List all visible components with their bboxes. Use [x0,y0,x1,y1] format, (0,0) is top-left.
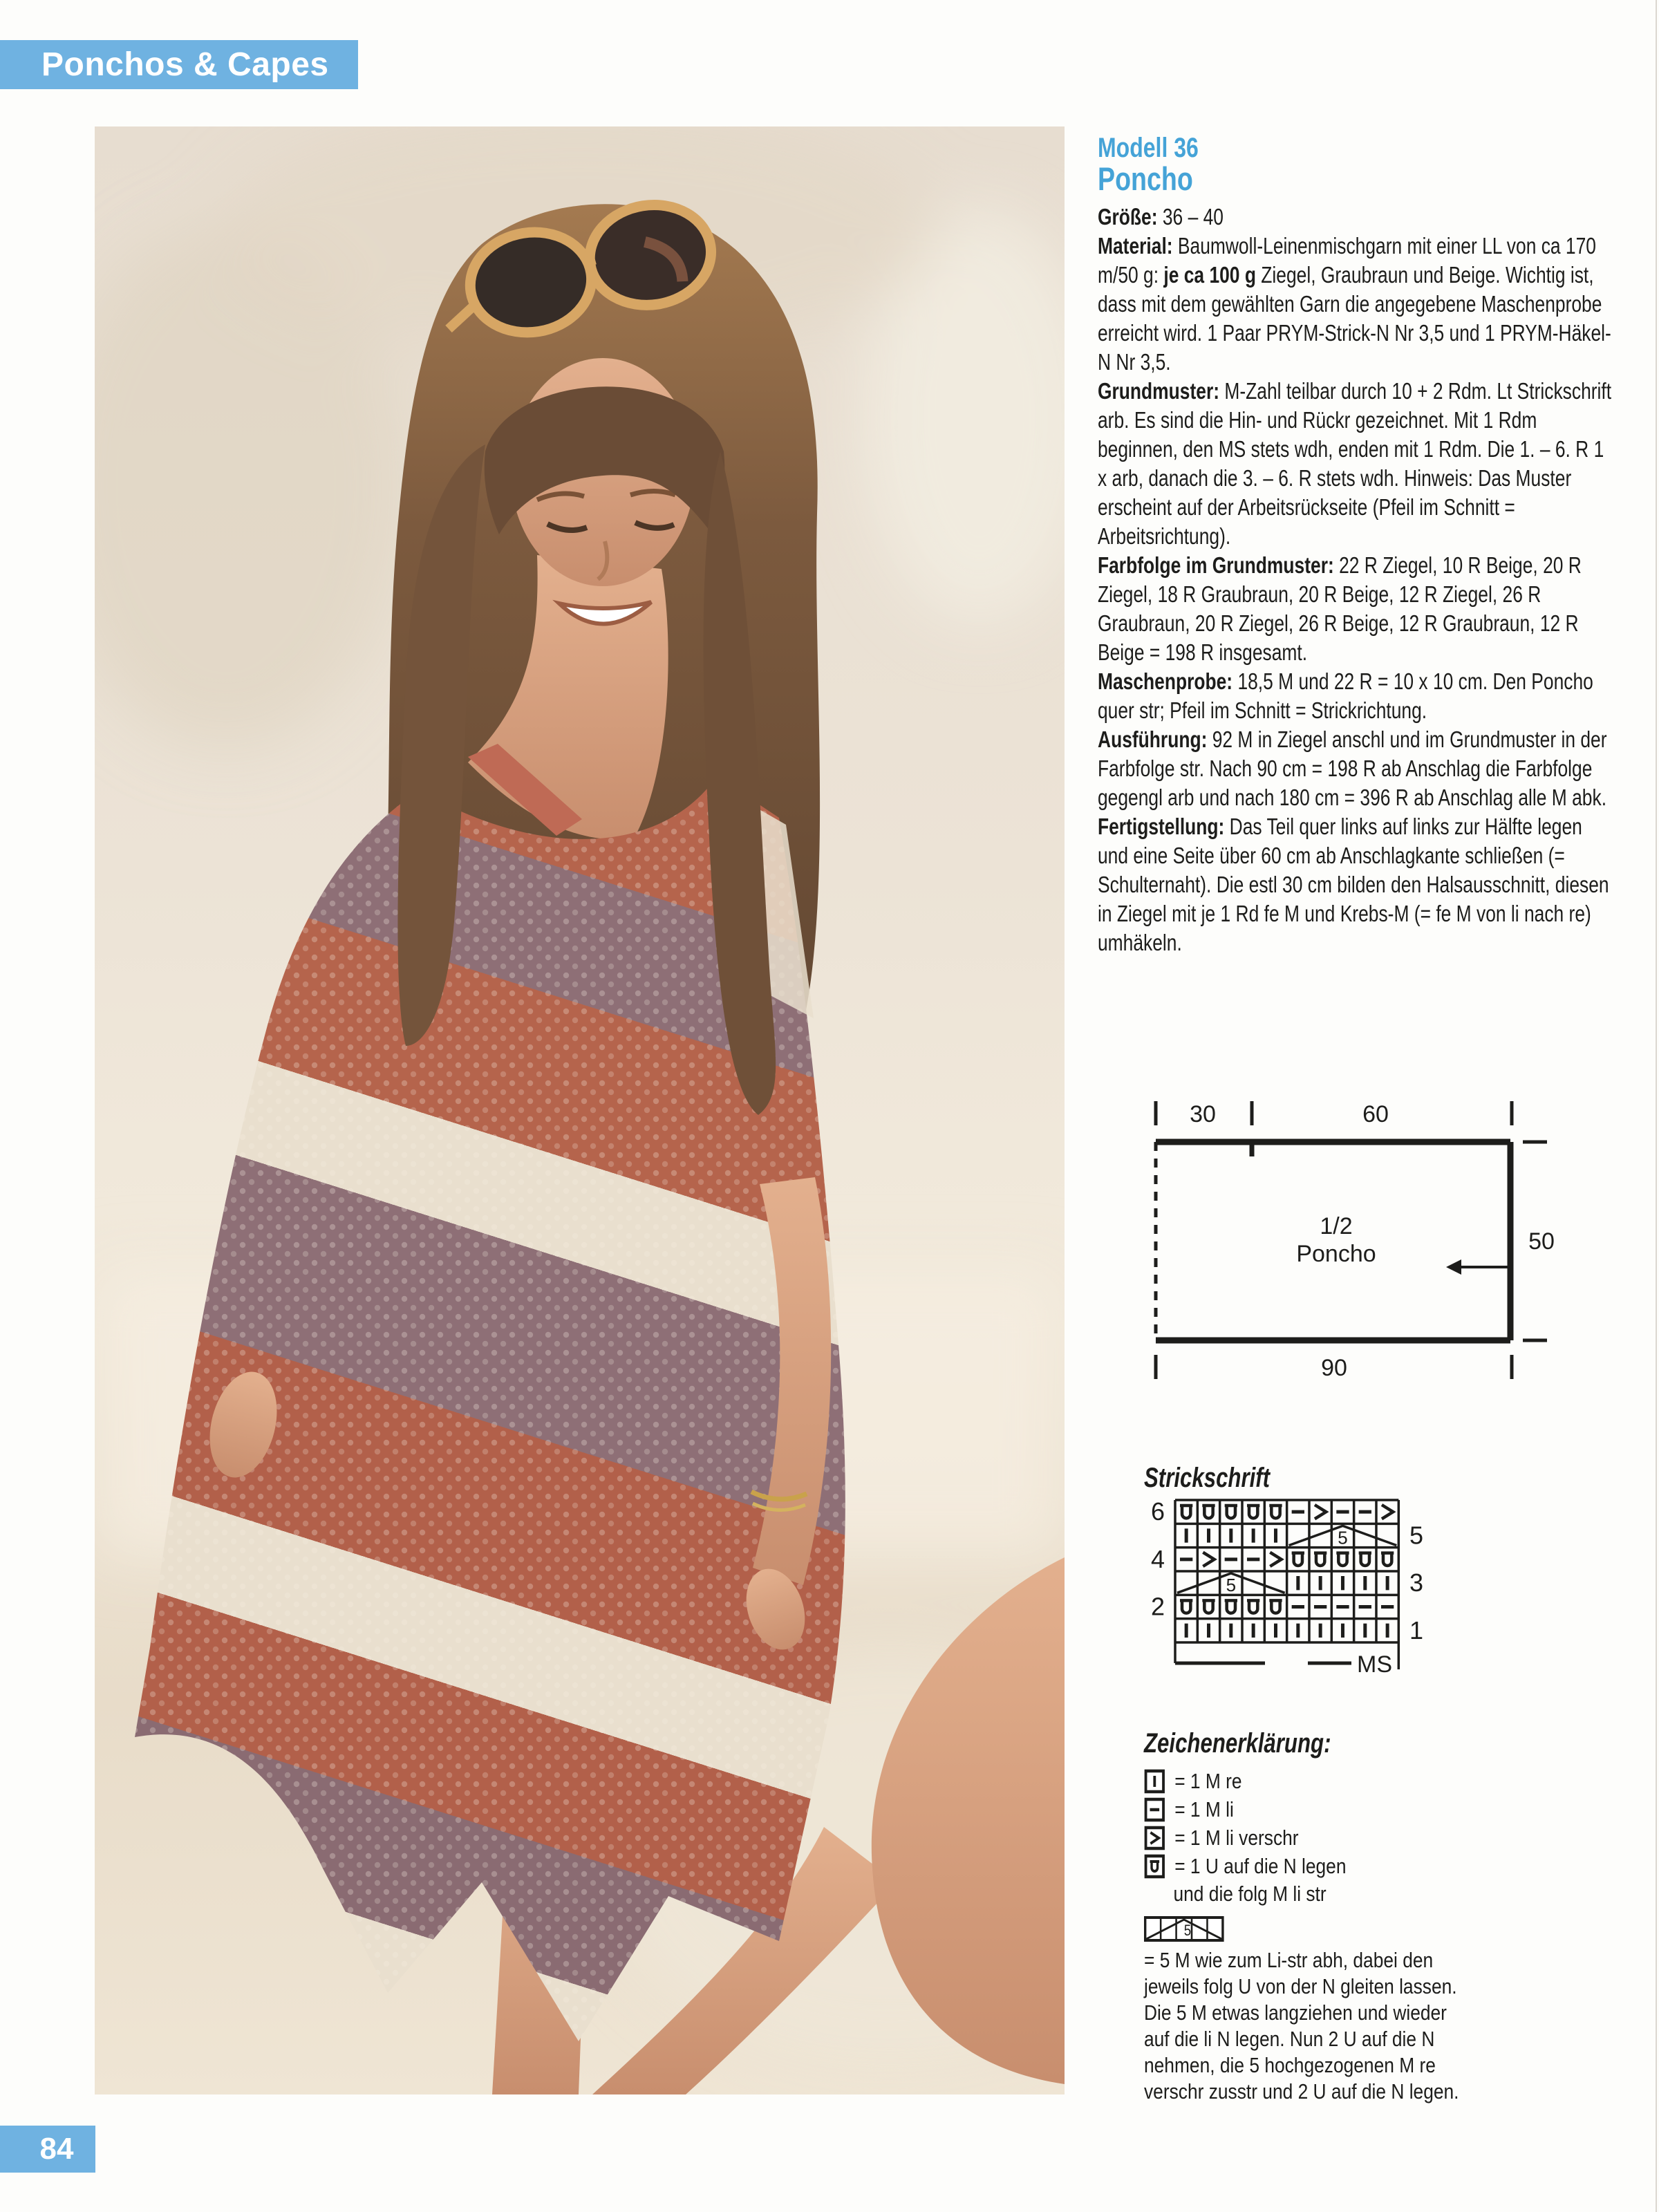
measure-bottom: 90 [1321,1355,1347,1381]
chart-grid [1175,1500,1398,1642]
ms-label: MS [1357,1651,1392,1678]
legend-description-line: verschr zusstr und 2 U auf die N legen. [1144,2079,1459,2103]
piece-label-1: 1/2 [1320,1213,1353,1239]
pattern-section [1098,551,1612,667]
p-symbol-icon [1144,1797,1165,1822]
legend-item-text: = 1 M re [1174,1768,1242,1793]
legend-title: Zeichenerklärung: [1144,1728,1331,1759]
pattern-section [1098,667,1612,725]
measure-top-right: 60 [1362,1101,1389,1127]
section-text: 92 M in Ziegel anschl und im Grundmuster in der Farbfolge str. Nach 90 cm = 198 R ab Anschlag die Farbfolge gegengl arb und nach 180 cm = 396 R ab Anschlag alle M abk. [1098,727,1607,810]
page-number: 84 [0,2126,95,2173]
legend-description-line: jeweils folg U von der N gleiten lassen. [1144,1974,1457,1998]
pt-symbol-icon [1144,1826,1165,1850]
page-title: Poncho [1098,160,1193,197]
schematic-diagram [1134,1089,1618,1414]
section-label: Grundmuster: [1098,378,1225,404]
section-text: Das Teil quer links auf links zur Hälfte legen und eine Seite über 60 cm ab Anschlagkante schließen (= Schulternaht). Die estl 30 cm bilden den Halsausschnitt, diesen in Ziegel mit je 1 Rd fe M und Krebs-M (= fe M von li nach re) umhäkeln. [1098,814,1609,955]
pattern-instructions [1098,203,1612,957]
section-text: 36 – 40 [1162,204,1224,229]
k-symbol-icon [1144,1769,1165,1794]
row-number-right: 1 [1409,1615,1424,1644]
pattern-column [1098,133,1612,957]
pattern-section [1098,725,1612,812]
legend-item-text-cont: und die folg M li str [1173,1882,1327,1906]
section-text: 22 R Ziegel, 10 R Beige, 20 R Ziegel, 18 R Graubraun, 20 R Beige, 12 R Ziegel, 26 R Graubraun, 20 R Ziegel, 26 R Beige, 12 R Graubraun, 12 R Beige = 198 R insgesamt. [1098,552,1582,665]
five-stitch-symbol-icon [1144,1916,1226,1944]
row-number-right: 3 [1409,1568,1424,1597]
pattern-section [1098,812,1612,957]
row-number-left: 6 [1150,1497,1165,1526]
row-number-left: 2 [1150,1592,1165,1621]
section-text: Baumwoll-Leinenmischgarn mit einer LL von ca 170 m/50 g: [1098,233,1596,288]
span-count: 5 [1226,1574,1237,1595]
legend-description-line: = 5 M wie zum Li-str abh, dabei den [1144,1948,1434,1972]
section-text: je ca 100 g [1163,262,1256,288]
legend-description-line: auf die li N legen. Nun 2 U auf die N [1144,2027,1435,2051]
legend-wide-symbol [1144,1916,1473,1947]
legend-item [1144,1795,1473,1824]
page-edge-line [1656,0,1657,2212]
legend-description-line: Die 5 M etwas langziehen und wieder [1144,2000,1447,2025]
section-text: Ziegel, Graubraun und Beige. Wichtig ist, dass mit dem gewählten Garn die angegebene Maschenprobe erreicht wird. 1 Paar PRYM-Strick-N Nr 3,5 und 1 PRYM-Häkel-N Nr 3,5. [1098,262,1611,375]
measure-top-left: 30 [1190,1101,1216,1127]
row-number-left: 4 [1150,1544,1165,1573]
legend-description-line: nehmen, die 5 hochgezogenen M re [1144,2053,1436,2077]
legend-item-text: = 1 M li [1174,1797,1234,1821]
pattern-section [1098,377,1612,551]
legend-wide-description [1144,1947,1473,2105]
pattern-section [1098,232,1612,377]
section-label: Fertigstellung: [1098,814,1230,839]
legend-items [1144,1767,1473,1908]
section-tab: Ponchos & Capes [0,40,358,89]
piece-label-2: Poncho [1296,1241,1376,1267]
model-label: Modell 36 [1098,133,1199,163]
legend-item-text: = 1 U auf die N legen [1174,1853,1347,1878]
pattern-section [1098,203,1612,232]
yo-symbol-icon [1144,1854,1165,1879]
ms-repeat-marks [1175,1642,1398,1678]
photo-illustration [95,126,1065,2094]
five-label: 5 [1183,1922,1192,1940]
span-count: 5 [1338,1527,1348,1548]
chart-title: Strickschrift [1144,1463,1271,1493]
knitting-chart [1144,1495,1531,1706]
section-label: Material: [1098,233,1178,259]
section-text: 18,5 M und 22 R = 10 x 10 cm. Den Poncho quer str; Pfeil im Schnitt = Strickrichtung. [1098,668,1593,723]
section-label: Ausführung: [1098,727,1212,752]
symbol-legend [1144,1767,1473,2105]
legend-item [1144,1852,1473,1880]
legend-item [1144,1767,1473,1795]
legend-item-text: = 1 M li verschr [1174,1825,1299,1850]
section-label: Größe: [1098,204,1163,229]
section-label: Farbfolge im Grundmuster: [1098,552,1340,578]
row-number-right: 5 [1409,1521,1424,1550]
measure-right: 50 [1528,1228,1555,1255]
section-label: Maschenprobe: [1098,668,1238,694]
section-text: M-Zahl teilbar durch 10 + 2 Rdm. Lt Strickschrift arb. Es sind die Hin- und Rückr gezeichnet. Mit 1 Rdm beginnen, den MS stets wdh, enden mit 1 Rdm. Die 1. – 6. R 1 x arb, danach die 3. – 6. R stets wdh. Hinweis: Das Muster erscheint auf der Arbeitsrückseite (Pfeil im Schnitt = Arbeitsrichtung). [1098,378,1612,549]
poncho-photo [95,126,1065,2094]
legend-item [1144,1824,1473,1852]
